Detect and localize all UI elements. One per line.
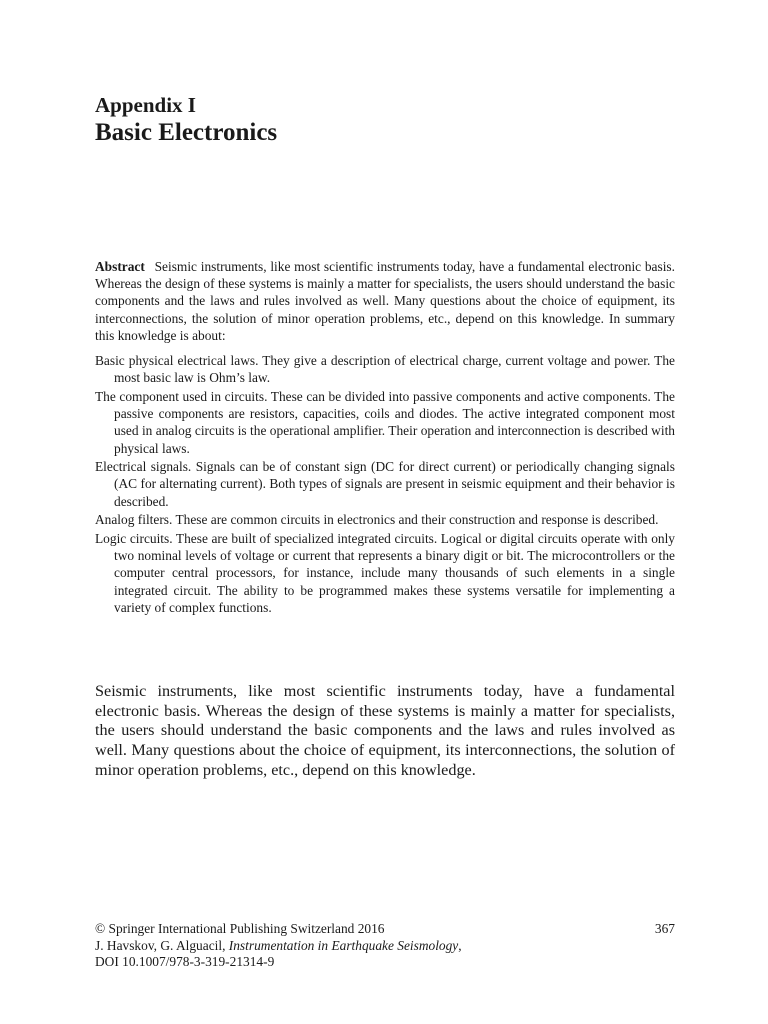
- topic-item-logic-circuits: Logic circuits. These are built of specialized integrated circuits. Logical or digital circuits operate with only two nominal levels of voltage or current that represents a binary digit or bit. The microcontrollers or the computer central processors, for instance, include many thousands of such elements in a single integrated circuit. The ability to be programmed makes these systems versatile for implementing a variety of complex functions.: [95, 531, 675, 615]
- chapter-header: [95, 92, 675, 148]
- page-footer: [95, 921, 675, 971]
- citation-authors: J. Havskov, G. Alguacil,: [95, 937, 226, 953]
- topic-item-analog-filters: Analog filters. These are common circuits in electronics and their construction and response is described.: [95, 512, 659, 528]
- citation-title-suffix: ,: [458, 937, 462, 953]
- body-paragraph: Seismic instruments, like most scientific instruments today, have a fundamental electronic basis. Whereas the design of these systems is mainly a matter for specialists, the users should understand the basic components and the laws and rules involved as well. Many questions about the choice of equipment, its interconnections, the solution of minor operation problems, etc., depend on this knowledge.: [95, 682, 675, 779]
- copyright-notice: © Springer International Publishing Switzerland 2016: [95, 921, 385, 936]
- abstract-text: Seismic instruments, like most scientific instruments today, have a fundamental electronic basis. Whereas the design of these systems is mainly a matter for specialists, the users should understand the basic components and the laws and rules involved as well. Many questions about the choice of equipment, its interconnections, the solution of minor operation problems, etc., depend on this knowledge. In summary this knowledge is about:: [95, 259, 675, 343]
- page-number: 367: [654, 921, 675, 936]
- appendix-label: Appendix I: [95, 93, 196, 117]
- topic-item-electrical-signals: Electrical signals. Signals can be of constant sign (DC for direct current) or periodically changing signals (AC for alternating current). Both types of signals are present in seismic equipment and their behavior is described.: [95, 459, 675, 509]
- abstract: [95, 258, 675, 344]
- abstract-label: Abstract: [95, 259, 145, 274]
- chapter-title: Basic Electronics: [95, 119, 278, 146]
- topic-item-electrical-laws: Basic physical electrical laws. They give a description of electrical charge, current voltage and power. The most basic law is Ohm’s law.: [95, 353, 675, 386]
- doi-line: DOI 10.1007/978-3-319-21314-9: [95, 954, 275, 970]
- citation-book-title: Instrumentation in Earthquake Seismology: [228, 937, 459, 953]
- topic-item-components: The component used in circuits. These can be divided into passive components and active components. The passive components are resistors, capacities, coils and diodes. The active integrated component most used in analog circuits is the operational amplifier. Their operation and interconnection is described with physical laws.: [95, 388, 675, 456]
- topic-list: [95, 352, 675, 618]
- citation-line: [95, 938, 675, 955]
